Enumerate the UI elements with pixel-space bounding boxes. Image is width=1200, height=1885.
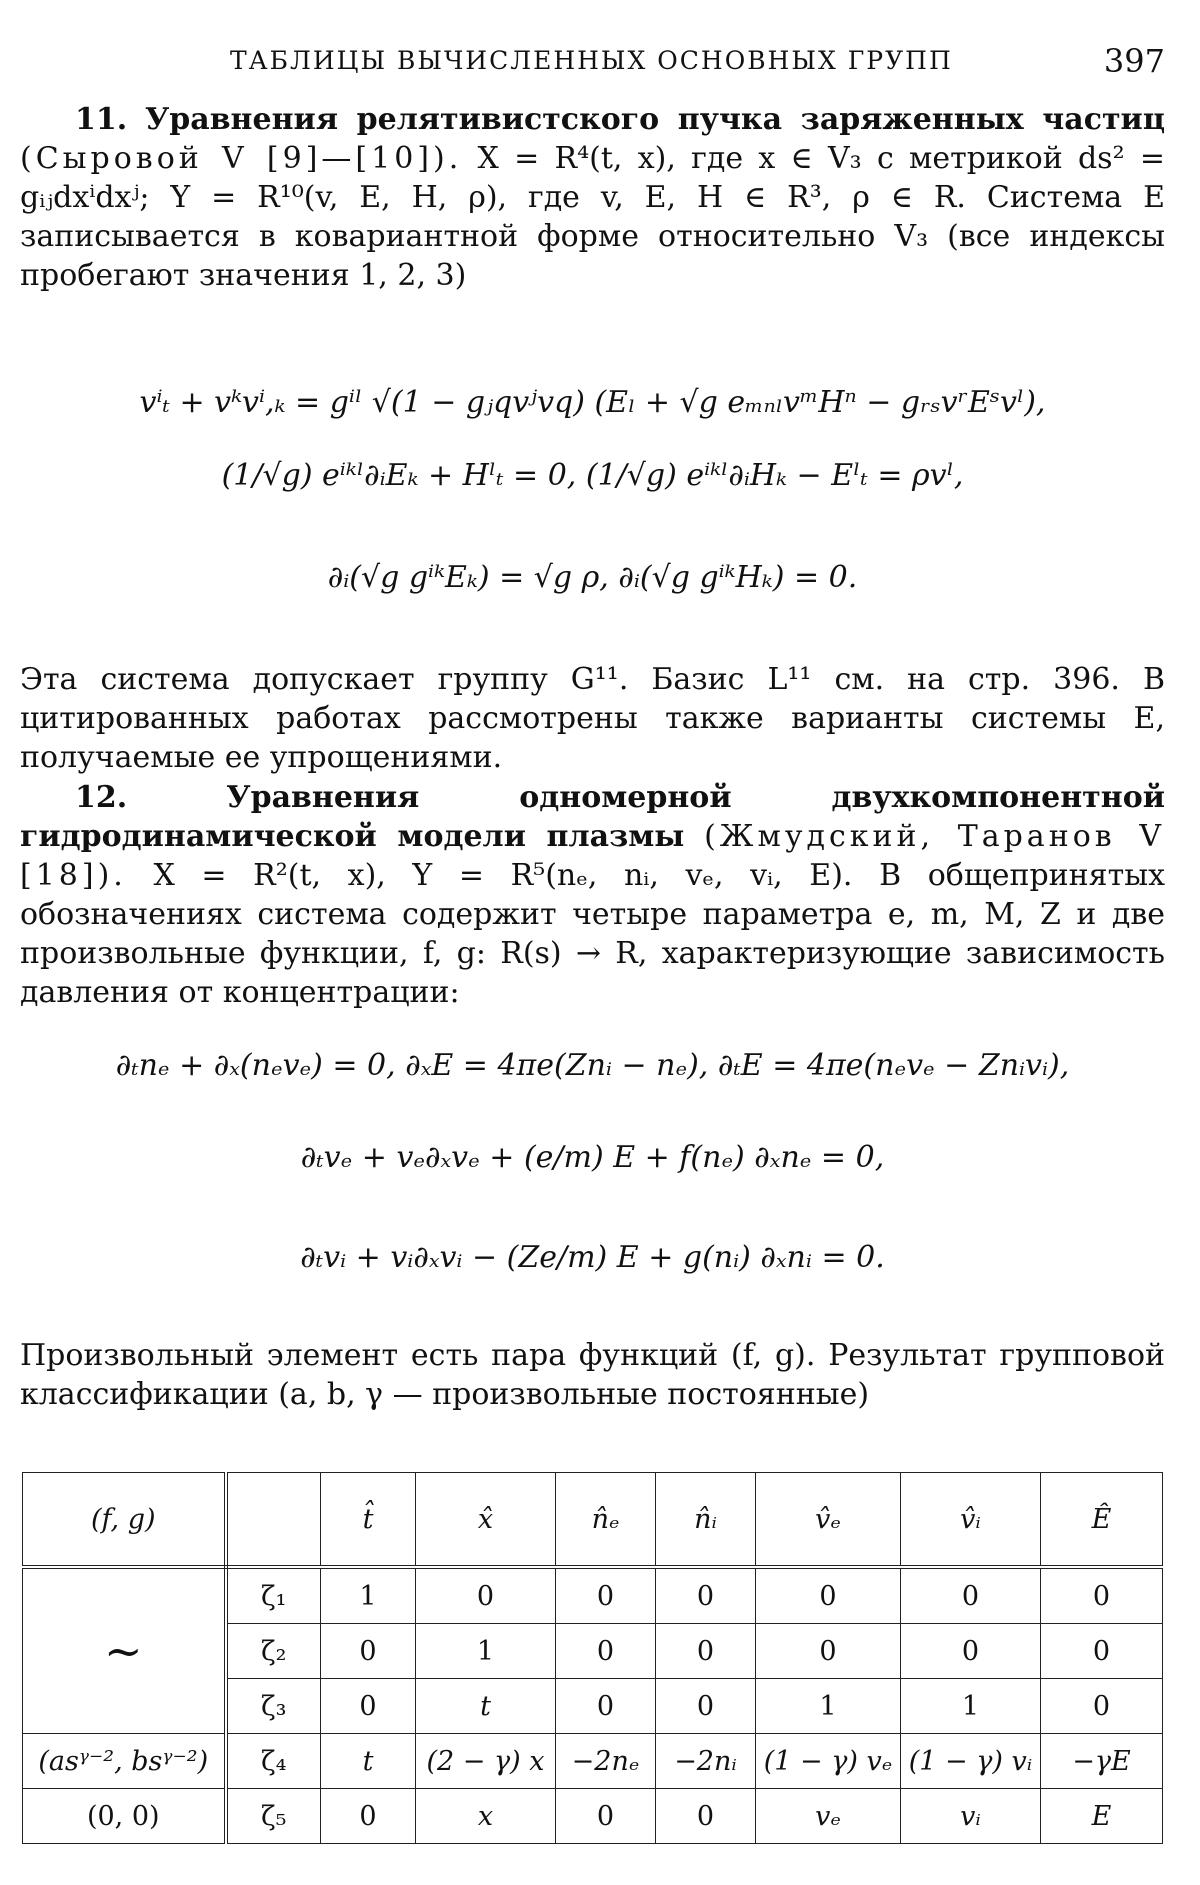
section11-equation-1: vⁱₜ + vᵏvⁱ,ₖ = gⁱˡ √(1 − gⱼqvʲvq) (Eₗ + √g eₘₙₗvᵐHⁿ − gᵣₛvʳEˢvˡ), (139, 385, 1046, 420)
table-cell: x (416, 1789, 556, 1844)
table-cell: 0 (656, 1567, 756, 1624)
section12-after-text: Произвольный элемент есть пара функций (f, g). Результат групповой классификации (a, b, γ — произвольные постоянные) (20, 1338, 1165, 1412)
table-cell: 0 (321, 1679, 416, 1734)
section11-equation-3: ∂ᵢ(√g gⁱᵏEₖ) = √g ρ, ∂ᵢ(√g gⁱᵏHₖ) = 0. (327, 560, 858, 595)
table-cell: ζ₁ (226, 1567, 321, 1624)
table-cell: 0 (1041, 1679, 1163, 1734)
table-cell: 0 (656, 1679, 756, 1734)
table-cell: t (416, 1679, 556, 1734)
section12-title: Уравнения одномерной двухкомпонентной гидродинамической модели плазмы (20, 780, 1165, 854)
section11-system-text: Система E записывается в ковариантной форме относительно V₃ (все индексы пробегают значения 1, 2, 3) (20, 180, 1165, 293)
header-fg: (f, g) (23, 1473, 226, 1568)
table-cell: 0 (1041, 1624, 1163, 1679)
table-header-row (23, 1473, 1163, 1568)
table-cell: t (321, 1734, 416, 1789)
table-cell: 1 (321, 1567, 416, 1624)
table-cell: ζ₂ (226, 1624, 321, 1679)
section11-author-ref: (Сыровой V [9]—[10]). (20, 141, 463, 176)
classification-table-wrap (22, 1472, 1162, 1844)
table-cell: 0 (901, 1624, 1041, 1679)
table-row (23, 1734, 1163, 1789)
section12-author-ref: (Жмудский, Таранов V [18]). (20, 819, 1165, 893)
table-cell: 1 (416, 1624, 556, 1679)
section11-title: Уравнения релятивистского пучка заряженных частиц (144, 102, 1165, 137)
table-cell: ζ₃ (226, 1679, 321, 1734)
header-ne: n̂ₑ (556, 1473, 656, 1568)
section12-params-text: В общепринятых обозначениях система содержит четыре параметра e, m, M, Z и две произвольные функции, f, g: R(s) → R, характеризующие зависимость давления от концентрации: (20, 858, 1165, 1010)
fg-zero-cell: (0, 0) (23, 1789, 226, 1844)
section11-number: 11. (75, 102, 128, 137)
running-title: ТАБЛИЦЫ ВЫЧИСЛЕННЫХ ОСНОВНЫХ ГРУПП (230, 46, 953, 75)
table-cell: 0 (556, 1679, 656, 1734)
table-row (23, 1567, 1163, 1624)
fg-arbitrary-cell: ~ (23, 1567, 226, 1734)
header-x: x̂ (416, 1473, 556, 1568)
table-cell: −2nₑ (556, 1734, 656, 1789)
header-ve: v̂ₑ (756, 1473, 901, 1568)
table-cell: −γE (1041, 1734, 1163, 1789)
table-row (23, 1789, 1163, 1844)
table-cell: 1 (756, 1679, 901, 1734)
table-cell: 0 (321, 1789, 416, 1844)
table-cell: (2 − γ) x (416, 1734, 556, 1789)
section12-number: 12. (75, 780, 128, 815)
section12-equation-2: ∂ₜvₑ + vₑ∂ₓvₑ + (e/m) E + f(nₑ) ∂ₓnₑ = 0, (300, 1140, 885, 1175)
table-cell: 0 (556, 1624, 656, 1679)
header-E: Ê (1041, 1473, 1163, 1568)
table-cell: ζ₅ (226, 1789, 321, 1844)
table-cell: 0 (416, 1567, 556, 1624)
header-t: t̂ (321, 1473, 416, 1568)
table-cell: 0 (756, 1567, 901, 1624)
table-cell: 0 (1041, 1567, 1163, 1624)
section12-intro (20, 778, 1165, 1012)
table-cell: 0 (656, 1789, 756, 1844)
header-vi: v̂ᵢ (901, 1473, 1041, 1568)
section11-spaces: X = R⁴(t, x), где x ∈ V₃ с метрикой ds² = gᵢⱼdxⁱdxʲ; Y = R¹⁰(v, E, H, ρ), где v, E, H ∈ R³, ρ ∈ R. (20, 141, 1165, 215)
page-header (20, 42, 1165, 86)
classification-table (22, 1472, 1163, 1844)
section12-spaces: X = R²(t, x), Y = R⁵(nₑ, nᵢ, vₑ, vᵢ, E). (153, 858, 853, 893)
table-cell: 1 (901, 1679, 1041, 1734)
table-cell: 0 (321, 1624, 416, 1679)
table-cell: vₑ (756, 1789, 901, 1844)
fg-power-cell: (asᵞ⁻², bsᵞ⁻²) (23, 1734, 226, 1789)
table-cell: −2nᵢ (656, 1734, 756, 1789)
table-cell: E (1041, 1789, 1163, 1844)
table-cell: ζ₄ (226, 1734, 321, 1789)
table-cell: 0 (756, 1624, 901, 1679)
header-ni: n̂ᵢ (656, 1473, 756, 1568)
table-cell: (1 − γ) vₑ (756, 1734, 901, 1789)
table-cell: 0 (556, 1567, 656, 1624)
section12-equation-1: ∂ₜnₑ + ∂ₓ(nₑvₑ) = 0, ∂ₓE = 4πe(Znᵢ − nₑ), ∂ₜE = 4πe(nₑvₑ − Znᵢvᵢ), (115, 1048, 1070, 1083)
section11-equation-2: (1/√g) eⁱᵏˡ∂ᵢEₖ + Hˡₜ = 0, (1/√g) eⁱᵏˡ∂ᵢHₖ − Eˡₜ = ρvˡ, (221, 458, 964, 493)
section12-equation-3: ∂ₜvᵢ + vᵢ∂ₓvᵢ − (Ze/m) E + g(nᵢ) ∂ₓnᵢ = 0. (300, 1240, 885, 1275)
section11-intro (20, 100, 1165, 295)
table-cell: (1 − γ) vᵢ (901, 1734, 1041, 1789)
table-cell: 0 (556, 1789, 656, 1844)
table-cell: 0 (656, 1624, 756, 1679)
section11-after-text: Эта система допускает группу G¹¹. Базис L¹¹ см. на стр. 396. В цитированных работах рассмотрены также варианты системы E, получаемые ее упрощениями. (20, 662, 1165, 775)
header-generator (226, 1473, 321, 1568)
page-number: 397 (1103, 42, 1165, 80)
table-cell: vᵢ (901, 1789, 1041, 1844)
table-cell: 0 (901, 1567, 1041, 1624)
